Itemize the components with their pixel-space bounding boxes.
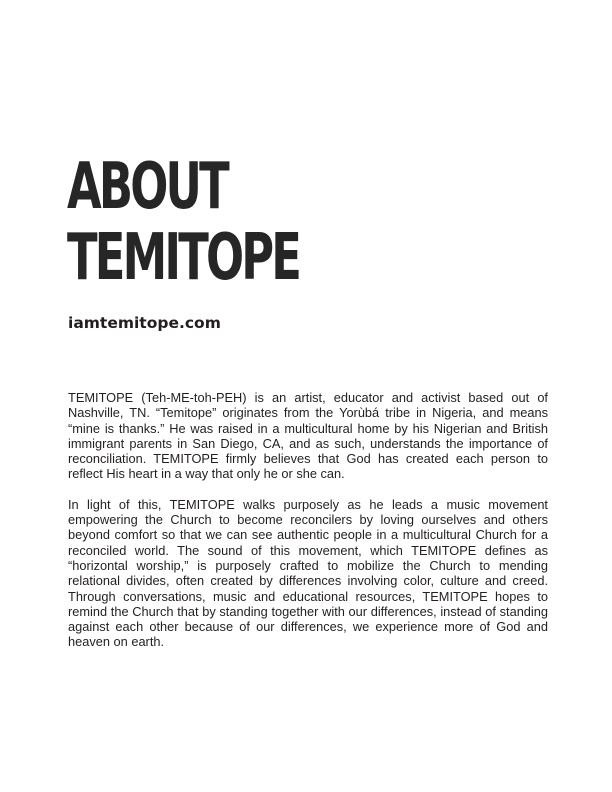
page-title-line-1: ABOUT bbox=[67, 150, 227, 224]
bio-paragraph-1: TEMITOPE (Teh-ME-toh-PEH) is an artist, educator and activist based out of Nashville, TN. “Temitope” originates from the Yorùbá tribe in Nigeria, and means “mine is thanks.” He was raised in a multicultural home by his Nigerian and British immigrant parents in San Diego, CA, and as such, understands the importance of reconciliation. TEMITOPE firmly believes that God has created each person to reflect His heart in a way that only he or she can. bbox=[68, 390, 548, 482]
website-link[interactable]: iamtemitope.com bbox=[68, 314, 221, 332]
page-title bbox=[67, 152, 399, 294]
page-title-line-2: TEMITOPE bbox=[67, 221, 300, 295]
bio-paragraph-2: In light of this, TEMITOPE walks purposely as he leads a music movement empowering the Church to become reconcilers by loving ourselves and others beyond comfort so that we can see authentic people in a multicultural Church for a reconciled world. The sound of this movement, which TEMITOPE defines as “horizontal worship,” is purposely crafted to mobilize the Church to mending relational divides, often created by differences involving color, culture and creed. Through conversations, music and educational resources, TEMITOPE hopes to remind the Church that by standing together with our differences, instead of standing against each other because of our differences, we experience more of God and heaven on earth. bbox=[68, 496, 548, 650]
bio-section bbox=[68, 390, 548, 665]
